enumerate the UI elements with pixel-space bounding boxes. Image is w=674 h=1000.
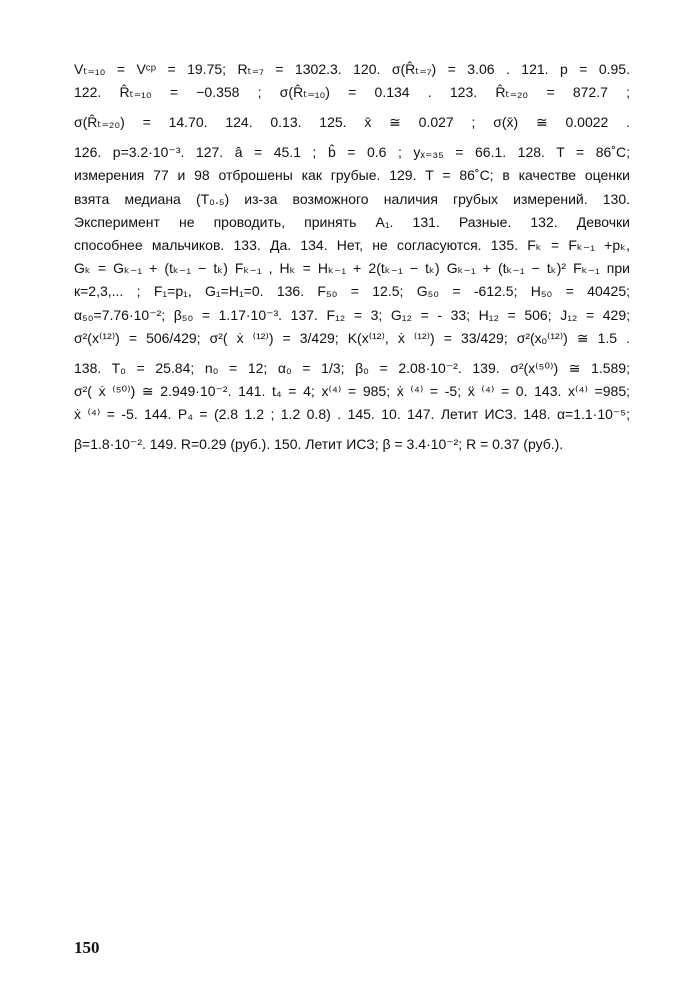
text-line: 126. p=3.2·10⁻³. 127. â = 45.1 ; b̂ = 0.6 ; yₓ₌₃₅ = 66.1. 128. T = 86˚C;	[74, 144, 630, 161]
answers-text-block	[74, 58, 630, 456]
text-line: Эксперимент не проводить, принять A₁. 131. Разные. 132. Девочки	[74, 213, 630, 230]
text-line: измерения 77 и 98 отброшены как грубые. 129. T = 86˚C; в качестве оценки	[74, 167, 630, 184]
text-line: β=1.8·10⁻². 149. R=0.29 (руб.). 150. Летит ИСЗ; β = 3.4·10⁻²; R = 0.37 (руб.).	[74, 436, 564, 453]
page-number: 150	[74, 938, 100, 957]
text-line: 138. T₀ = 25.84; n₀ = 12; α₀ = 1/3; β₀ = 2.08·10⁻². 139. σ²(x⁽⁵⁰⁾) ≅ 1.589;	[74, 359, 630, 376]
text-line: σ²( ẋ ⁽⁵⁰⁾) ≅ 2.949·10⁻². 141. t₄ = 4; x⁽⁴⁾ = 985; ẋ ⁽⁴⁾ = -5; ẍ ⁽⁴⁾ = 0. 143. x⁽⁴⁾ =985;	[74, 382, 630, 399]
text-line: σ²(x⁽¹²⁾) = 506/429; σ²( ẋ ⁽¹²⁾) = 3/429; K(x⁽¹²⁾, ẋ ⁽¹²⁾) = 33/429; σ²(xₒ⁽¹²⁾) ≅ 1.5 .	[74, 329, 630, 346]
text-line: к=2,3,... ; F₁=p₁, G₁=H₁=0. 136. F₅₀ = 12.5; G₅₀ = -612.5; H₅₀ = 40425;	[74, 283, 630, 300]
text-line: 122. R̂ₜ₌₁₀ = −0.358 ; σ(R̂ₜ₌₁₀) = 0.134 . 123. R̂ₜ₌₂₀ = 872.7 ;	[74, 84, 630, 101]
text-line: ẋ ⁽⁴⁾ = -5. 144. P₄ = (2.8 1.2 ; 1.2 0.8) . 145. 10. 147. Летит ИСЗ. 148. α=1.1·10⁻⁵;	[74, 406, 630, 423]
text-line: α₅₀=7.76·10⁻²; β₅₀ = 1.17·10⁻³. 137. F₁₂ = 3; G₁₂ = - 33; H₁₂ = 506; J₁₂ = 429;	[74, 306, 630, 323]
text-line: σ(R̂ₜ₌₂₀) = 14.70. 124. 0.13. 125. x̄ ≅ 0.027 ; σ(x̄) ≅ 0.0022 .	[74, 114, 630, 131]
text-line: взята медиана (T₀.₅) из-за возможного наличия грубых измерений. 130.	[74, 190, 630, 207]
text-line: способнее мальчиков. 133. Да. 134. Нет, не согласуются. 135. Fₖ = Fₖ₋₁ +pₖ,	[74, 236, 630, 253]
text-line: Gₖ = Gₖ₋₁ + (tₖ₋₁ − tₖ) Fₖ₋₁ , Hₖ = Hₖ₋₁ + 2(tₖ₋₁ − tₖ) Gₖ₋₁ + (tₖ₋₁ − tₖ)² Fₖ₋₁ при	[74, 260, 630, 277]
text-line: Vₜ₌₁₀ = Vᶜᵖ = 19.75; Rₜ₌₇ = 1302.3. 120. σ(R̂ₜ₌₇) = 3.06 . 121. p = 0.95.	[74, 61, 630, 77]
